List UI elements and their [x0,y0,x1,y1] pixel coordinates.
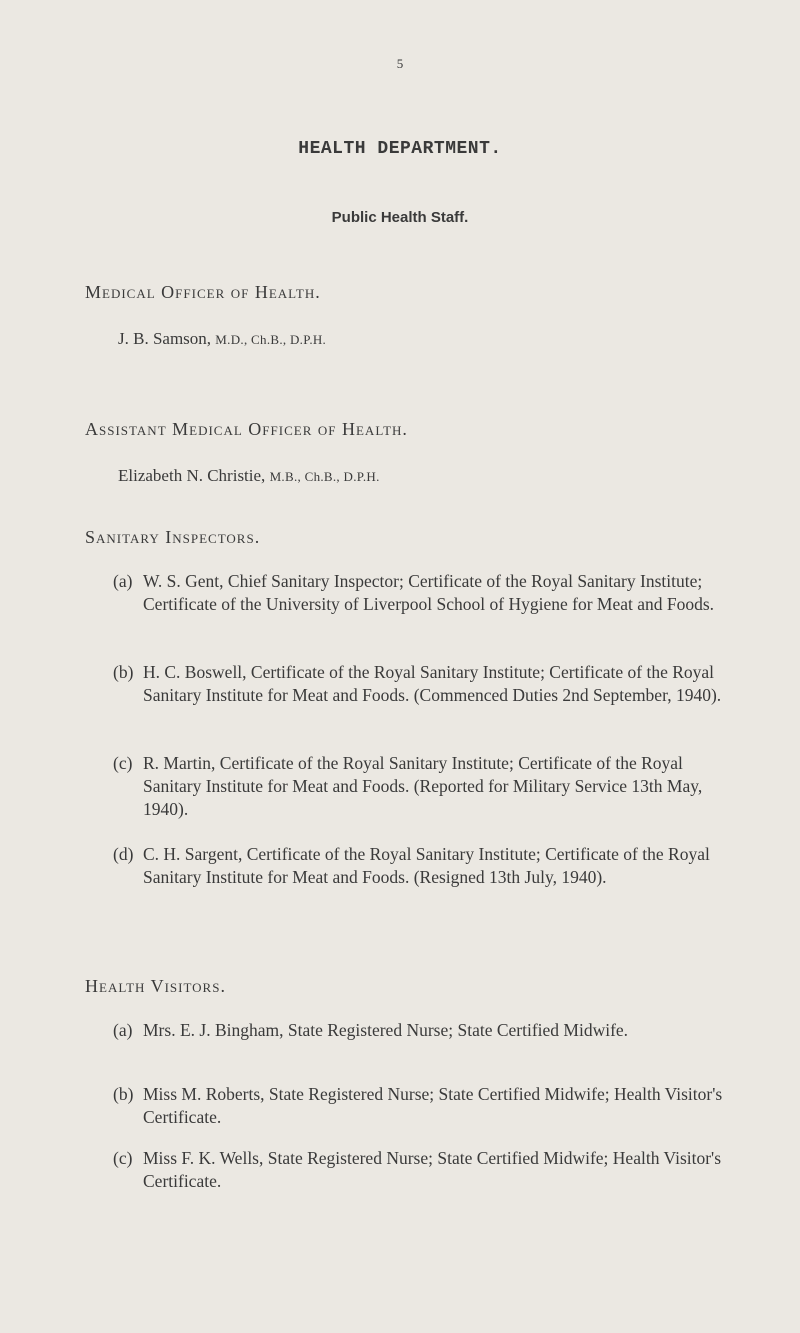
page-title: HEALTH DEPARTMENT. [298,139,502,159]
entry-text: Mrs. E. J. Bingham, State Registered Nurse; State Certified Midwife. [143,1020,629,1040]
entry-label: (a) [113,1020,133,1040]
entry-text: C. H. Sargent, Certificate of the Royal Sanitary Institute; Certificate of the Royal Sanitary Institute for Meat and Foods. (Resigned 13th July, 1940). [143,844,710,887]
entry-text: Miss M. Roberts, State Registered Nurse; State Certified Midwife; Health Visitor's Certificate. [143,1084,723,1127]
entry-text: Miss F. K. Wells, State Registered Nurse; State Certified Midwife; Health Visitor's Certificate. [143,1148,722,1191]
entry-label: (c) [113,753,133,773]
entry-text: W. S. Gent, Chief Sanitary Inspector; Certificate of the Royal Sanitary Institute; Certificate of the University of Liverpool School of Hygiene for Meat and Foods. [143,571,715,614]
health-visitor-entry-b [113,1083,733,1129]
medical-officer-qualifications: M.D., Ch.B., D.P.H. [215,332,327,347]
medical-officer-name: J. B. Samson, [118,329,212,348]
entry-label: (b) [113,662,134,682]
section-heading-sanitary-inspectors: Sanitary Inspectors. [85,527,261,547]
assistant-medical-officer-name: Elizabeth N. Christie, [118,466,266,485]
section-heading-health-visitors: Health Visitors. [85,976,226,996]
assistant-medical-officer-qualifications: M.B., Ch.B., D.P.H. [269,469,380,484]
assistant-medical-officer-line [118,466,380,486]
sanitary-inspector-entry-c [113,752,733,821]
sanitary-inspector-entry-a [113,570,733,616]
entry-label: (c) [113,1148,133,1168]
entry-text: H. C. Boswell, Certificate of the Royal Sanitary Institute; Certificate of the Royal Sanitary Institute for Meat and Foods. (Commenced Duties 2nd September, 1940). [143,662,722,705]
section-heading-assistant-medical-officer: Assistant Medical Officer of Health. [85,419,408,439]
sanitary-inspector-entry-b [113,661,733,707]
section-heading-medical-officer: Medical Officer of Health. [85,282,321,302]
page-subtitle: Public Health Staff. [331,209,469,226]
entry-label: (b) [113,1084,134,1104]
sanitary-inspector-entry-d [113,843,733,889]
entry-label: (a) [113,571,133,591]
entry-text: R. Martin, Certificate of the Royal Sanitary Institute; Certificate of the Royal Sanitary Institute for Meat and Foods. (Reported for Military Service 13th May, 1940). [143,753,703,819]
health-visitor-entry-c [113,1147,733,1193]
health-visitor-entry-a [113,1019,733,1042]
entry-label: (d) [113,844,134,864]
medical-officer-line [118,329,326,349]
page-number: 5 [396,56,404,71]
